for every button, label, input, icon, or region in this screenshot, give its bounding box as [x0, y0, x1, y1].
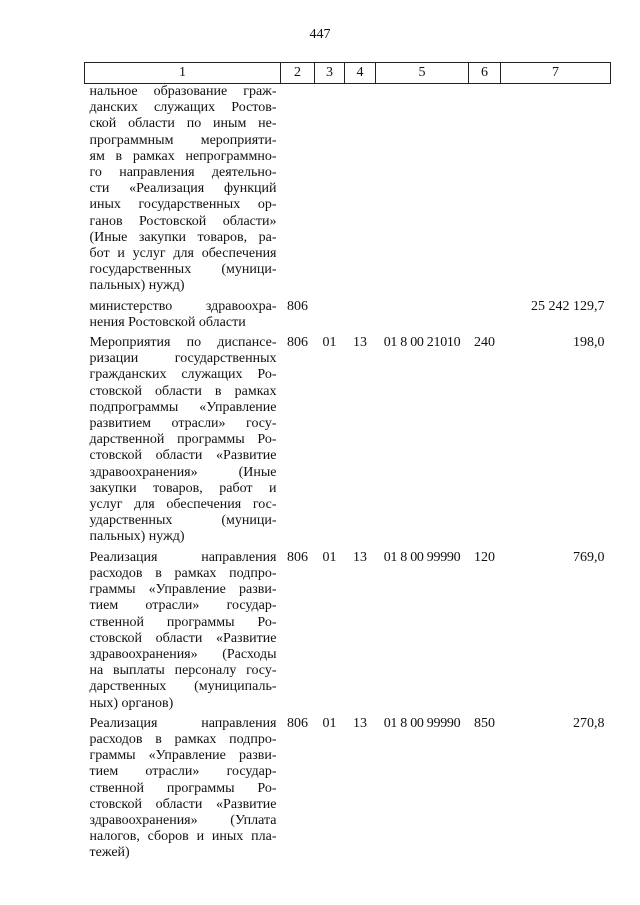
- expense-type-code: [469, 298, 501, 334]
- subsection-code: 13: [353, 335, 367, 351]
- description-line: граммы «Управление разви-: [89, 748, 277, 764]
- description-line: го направления деятельно-: [89, 165, 277, 181]
- description-line: расходов в рамках подпро-: [89, 731, 277, 747]
- header-col-6: 6: [469, 63, 501, 84]
- description-line: гражданских служащих Ро-: [89, 367, 277, 383]
- description-line: Реализация направления: [89, 549, 277, 565]
- row-description: [85, 298, 281, 334]
- description-line: министерство здравоохра-: [89, 298, 277, 314]
- amount-value: 198,0: [573, 335, 605, 351]
- description-line: тежей): [89, 845, 130, 861]
- header-col-4: 4: [345, 63, 376, 84]
- description-line: нальное образование граж-: [89, 84, 277, 99]
- description-line: подпрограммы «Управление: [89, 399, 277, 415]
- description-line: налогов, сборов и иных пла-: [89, 829, 277, 845]
- description-line: тием отрасли» государ-: [89, 764, 277, 780]
- table-row: [85, 549, 611, 715]
- section-code: [315, 298, 345, 334]
- expense-type-code: 120: [474, 549, 495, 565]
- expense-type-code: 850: [474, 715, 495, 731]
- table-header-row: [85, 63, 611, 84]
- ministry-code: 806: [287, 335, 308, 351]
- expense-type-code: 240: [474, 335, 495, 351]
- description-line: здравоохранения» (Иные: [89, 464, 277, 480]
- table-row: [85, 715, 611, 865]
- description-line: развитием отрасли» госу-: [89, 416, 277, 432]
- description-line: дарственной программы Ро-: [89, 432, 277, 448]
- amount-value: 270,8: [573, 715, 605, 731]
- table-body: [85, 84, 611, 865]
- description-line: здравоохранения» (Расходы: [89, 646, 277, 662]
- section-code: [315, 84, 345, 298]
- row-description: [85, 334, 281, 549]
- description-line: закупки товаров, работ и: [89, 480, 277, 496]
- target-article-code: [376, 298, 469, 334]
- target-article-code: 01 8 00 21010: [383, 335, 461, 351]
- description-line: Мероприятия по диспансе-: [89, 335, 277, 351]
- description-line: услуг для обеспечения гос-: [89, 497, 277, 513]
- amount-value: 769,0: [573, 549, 605, 565]
- description-line: бот и услуг для обеспечения: [89, 246, 277, 262]
- ministry-code: [281, 84, 315, 298]
- table-row: [85, 298, 611, 334]
- header-col-5: 5: [376, 63, 469, 84]
- amount-value: [501, 84, 611, 298]
- description-line: Реализация направления: [89, 715, 277, 731]
- description-line: стовской области «Развитие: [89, 448, 277, 464]
- header-col-7: 7: [501, 63, 611, 84]
- description-line: иных государственных ор-: [89, 197, 277, 213]
- description-line: пальных) нужд): [89, 529, 185, 545]
- section-code: 01: [322, 335, 337, 351]
- row-description: [85, 549, 281, 715]
- description-line: дарственных (муниципаль-: [89, 679, 277, 695]
- description-line: ской области по иным не-: [89, 116, 277, 132]
- description-line: здравоохранения» (Уплата: [89, 812, 277, 828]
- section-code: 01: [322, 549, 337, 565]
- description-line: ризации государственных: [89, 351, 277, 367]
- ministry-code: 806: [287, 298, 308, 314]
- description-line: тием отрасли» государ-: [89, 598, 277, 614]
- page-number: 447: [309, 27, 331, 42]
- subsection-code: 13: [353, 715, 367, 731]
- description-line: сти «Реализация функций: [89, 181, 277, 197]
- description-line: пальных) нужд): [89, 278, 185, 294]
- subsection-code: [345, 84, 376, 298]
- subsection-code: [345, 298, 376, 334]
- ministry-code: 806: [287, 715, 308, 731]
- description-line: ственной программы Ро-: [89, 780, 277, 796]
- description-line: стовской области «Развитие: [89, 630, 277, 646]
- description-line: расходов в рамках подпро-: [89, 565, 277, 581]
- description-line: программным мероприяти-: [89, 132, 277, 148]
- header-col-3: 3: [315, 63, 345, 84]
- description-line: ственной программы Ро-: [89, 614, 277, 630]
- row-description: [85, 84, 281, 298]
- target-article-code: 01 8 00 99990: [383, 549, 461, 565]
- description-line: стовской области в рамках: [89, 383, 277, 399]
- row-description: [85, 715, 281, 865]
- expense-type-code: [469, 84, 501, 298]
- description-line: стовской области «Развитие: [89, 796, 277, 812]
- description-line: ударственных (муници-: [89, 513, 277, 529]
- target-article-code: [376, 84, 469, 298]
- target-article-code: 01 8 00 99990: [383, 715, 461, 731]
- description-line: граммы «Управление разви-: [89, 582, 277, 598]
- budget-table: [84, 62, 611, 865]
- table-row: [85, 84, 611, 298]
- description-line: нения Ростовской области: [89, 314, 246, 330]
- amount-value: 25 242 129,7: [531, 298, 605, 314]
- description-line: государственных (муници-: [89, 262, 277, 278]
- description-line: на выплаты персоналу госу-: [89, 663, 277, 679]
- subsection-code: 13: [353, 549, 367, 565]
- header-col-1: 1: [85, 63, 281, 84]
- description-line: ям в рамках непрограммно-: [89, 148, 277, 164]
- section-code: 01: [322, 715, 337, 731]
- table-row: [85, 334, 611, 549]
- description-line: данских служащих Ростов-: [89, 100, 277, 116]
- description-line: ных) органов): [89, 695, 174, 711]
- ministry-code: 806: [287, 549, 308, 565]
- header-col-2: 2: [281, 63, 315, 84]
- description-line: (Иные закупки товаров, ра-: [89, 229, 277, 245]
- description-line: ганов Ростовской области»: [89, 213, 277, 229]
